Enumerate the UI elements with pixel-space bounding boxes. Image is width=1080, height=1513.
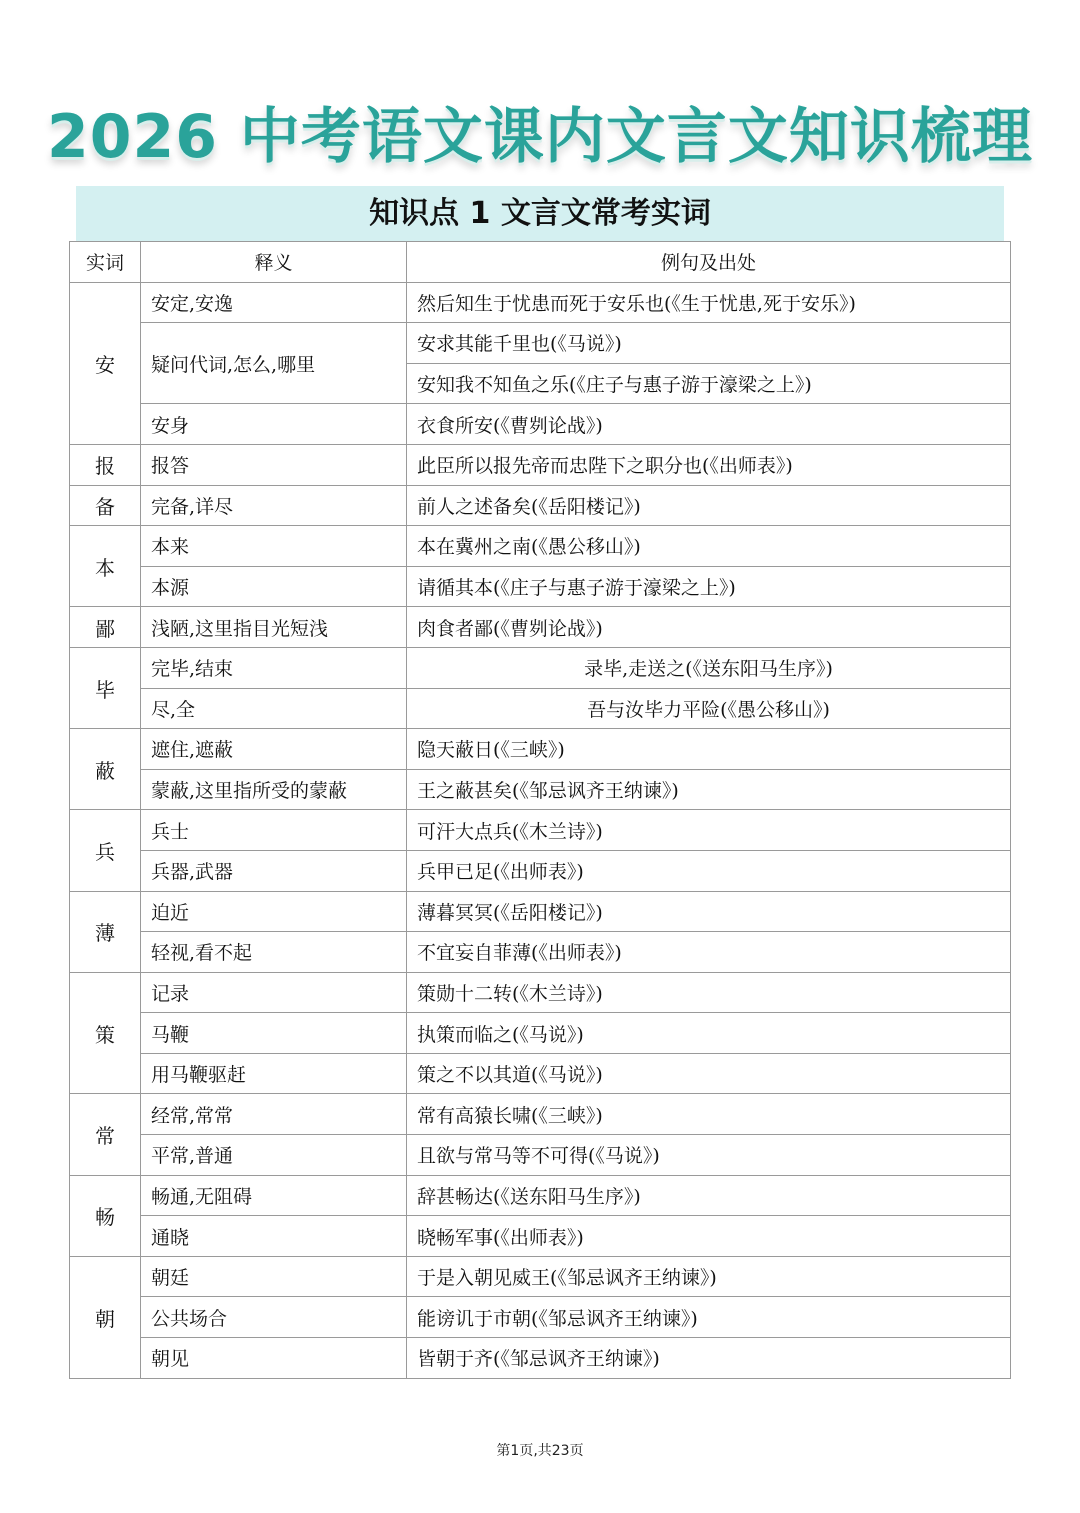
table-row bbox=[70, 972, 1011, 1013]
meaning-cell: 报答 bbox=[141, 444, 407, 485]
example-cell: 录毕,走送之(《送东阳马生序》) bbox=[407, 647, 1011, 688]
word-cell: 报 bbox=[70, 444, 141, 485]
table-body bbox=[70, 282, 1011, 1378]
section-title: 知识点 1 文言文常考实词 bbox=[76, 186, 1004, 242]
meaning-cell: 用马鞭驱赶 bbox=[141, 1053, 407, 1094]
example-cell: 安求其能千里也(《马说》) bbox=[407, 323, 1011, 364]
meaning-cell: 畅通,无阻碍 bbox=[141, 1175, 407, 1216]
table-row bbox=[70, 1216, 1011, 1257]
word-cell: 本 bbox=[70, 526, 141, 607]
meaning-cell: 平常,普通 bbox=[141, 1135, 407, 1176]
example-cell: 常有高猿长啸(《三峡》) bbox=[407, 1094, 1011, 1135]
meaning-cell: 朝见 bbox=[141, 1338, 407, 1379]
meaning-cell: 经常,常常 bbox=[141, 1094, 407, 1135]
table-row bbox=[70, 323, 1011, 364]
table-row bbox=[70, 891, 1011, 932]
meaning-cell: 记录 bbox=[141, 972, 407, 1013]
example-cell: 策勋十二转(《木兰诗》) bbox=[407, 972, 1011, 1013]
table-row bbox=[70, 1175, 1011, 1216]
example-cell: 请循其本(《庄子与惠子游于濠梁之上》) bbox=[407, 566, 1011, 607]
table-row bbox=[70, 810, 1011, 851]
example-cell: 兵甲已足(《出师表》) bbox=[407, 850, 1011, 891]
example-cell: 前人之述备矣(《岳阳楼记》) bbox=[407, 485, 1011, 526]
table-header-row bbox=[70, 242, 1011, 283]
meaning-cell: 蒙蔽,这里指所受的蒙蔽 bbox=[141, 769, 407, 810]
example-cell: 此臣所以报先帝而忠陛下之职分也(《出师表》) bbox=[407, 444, 1011, 485]
table-row bbox=[70, 404, 1011, 445]
example-cell: 策之不以其道(《马说》) bbox=[407, 1053, 1011, 1094]
example-cell: 安知我不知鱼之乐(《庄子与惠子游于濠梁之上》) bbox=[407, 363, 1011, 404]
table-row bbox=[70, 526, 1011, 567]
example-cell: 皆朝于齐(《邹忌讽齐王纳谏》) bbox=[407, 1338, 1011, 1379]
word-cell: 朝 bbox=[70, 1256, 141, 1378]
example-cell: 然后知生于忧患而死于安乐也(《生于忧患,死于安乐》) bbox=[407, 282, 1011, 323]
meaning-cell: 安身 bbox=[141, 404, 407, 445]
word-cell: 鄙 bbox=[70, 607, 141, 648]
table-row bbox=[70, 1297, 1011, 1338]
word-cell: 策 bbox=[70, 972, 141, 1094]
table-row bbox=[70, 729, 1011, 770]
meaning-cell: 马鞭 bbox=[141, 1013, 407, 1054]
meaning-cell: 完毕,结束 bbox=[141, 647, 407, 688]
meaning-cell: 兵器,武器 bbox=[141, 850, 407, 891]
example-cell: 于是入朝见威王(《邹忌讽齐王纳谏》) bbox=[407, 1256, 1011, 1297]
table-row bbox=[70, 932, 1011, 973]
example-cell: 王之蔽甚矣(《邹忌讽齐王纳谏》) bbox=[407, 769, 1011, 810]
table-row bbox=[70, 1135, 1011, 1176]
table-row bbox=[70, 1053, 1011, 1094]
vocab-table bbox=[69, 241, 1011, 1379]
header-example: 例句及出处 bbox=[407, 242, 1011, 283]
table-row bbox=[70, 647, 1011, 688]
header-meaning: 释义 bbox=[141, 242, 407, 283]
table-row bbox=[70, 607, 1011, 648]
word-cell: 薄 bbox=[70, 891, 141, 972]
meaning-cell: 疑问代词,怎么,哪里 bbox=[141, 323, 407, 404]
meaning-cell: 兵士 bbox=[141, 810, 407, 851]
example-cell: 薄暮冥冥(《岳阳楼记》) bbox=[407, 891, 1011, 932]
word-cell: 蔽 bbox=[70, 729, 141, 810]
page-number: 第1页,共23页 bbox=[496, 1443, 584, 1459]
table-row bbox=[70, 1256, 1011, 1297]
table-row bbox=[70, 1013, 1011, 1054]
example-cell: 晓畅军事(《出师表》) bbox=[407, 1216, 1011, 1257]
table-row bbox=[70, 1094, 1011, 1135]
table-row bbox=[70, 566, 1011, 607]
word-cell: 安 bbox=[70, 282, 141, 444]
page-title: 2026 中考语文课内文言文知识梳理 bbox=[47, 102, 1033, 172]
example-cell: 衣食所安(《曹刿论战》) bbox=[407, 404, 1011, 445]
word-cell: 毕 bbox=[70, 647, 141, 728]
meaning-cell: 通晓 bbox=[141, 1216, 407, 1257]
word-cell: 兵 bbox=[70, 810, 141, 891]
meaning-cell: 完备,详尽 bbox=[141, 485, 407, 526]
table-row bbox=[70, 485, 1011, 526]
header-word: 实词 bbox=[70, 242, 141, 283]
example-cell: 辞甚畅达(《送东阳马生序》) bbox=[407, 1175, 1011, 1216]
meaning-cell: 本源 bbox=[141, 566, 407, 607]
table-row bbox=[70, 769, 1011, 810]
word-cell: 常 bbox=[70, 1094, 141, 1175]
meaning-cell: 公共场合 bbox=[141, 1297, 407, 1338]
meaning-cell: 朝廷 bbox=[141, 1256, 407, 1297]
meaning-cell: 遮住,遮蔽 bbox=[141, 729, 407, 770]
table-row bbox=[70, 850, 1011, 891]
table-row bbox=[70, 1338, 1011, 1379]
meaning-cell: 浅陋,这里指目光短浅 bbox=[141, 607, 407, 648]
example-cell: 肉食者鄙(《曹刿论战》) bbox=[407, 607, 1011, 648]
example-cell: 隐天蔽日(《三峡》) bbox=[407, 729, 1011, 770]
word-cell: 畅 bbox=[70, 1175, 141, 1256]
example-cell: 可汗大点兵(《木兰诗》) bbox=[407, 810, 1011, 851]
table-row bbox=[70, 444, 1011, 485]
example-cell: 不宜妄自菲薄(《出师表》) bbox=[407, 932, 1011, 973]
meaning-cell: 轻视,看不起 bbox=[141, 932, 407, 973]
example-cell: 且欲与常马等不可得(《马说》) bbox=[407, 1135, 1011, 1176]
example-cell: 吾与汝毕力平险(《愚公移山》) bbox=[407, 688, 1011, 729]
meaning-cell: 安定,安逸 bbox=[141, 282, 407, 323]
table-row bbox=[70, 282, 1011, 323]
example-cell: 本在冀州之南(《愚公移山》) bbox=[407, 526, 1011, 567]
word-cell: 备 bbox=[70, 485, 141, 526]
table-row bbox=[70, 688, 1011, 729]
meaning-cell: 尽,全 bbox=[141, 688, 407, 729]
meaning-cell: 本来 bbox=[141, 526, 407, 567]
example-cell: 能谤讥于市朝(《邹忌讽齐王纳谏》) bbox=[407, 1297, 1011, 1338]
meaning-cell: 迫近 bbox=[141, 891, 407, 932]
example-cell: 执策而临之(《马说》) bbox=[407, 1013, 1011, 1054]
